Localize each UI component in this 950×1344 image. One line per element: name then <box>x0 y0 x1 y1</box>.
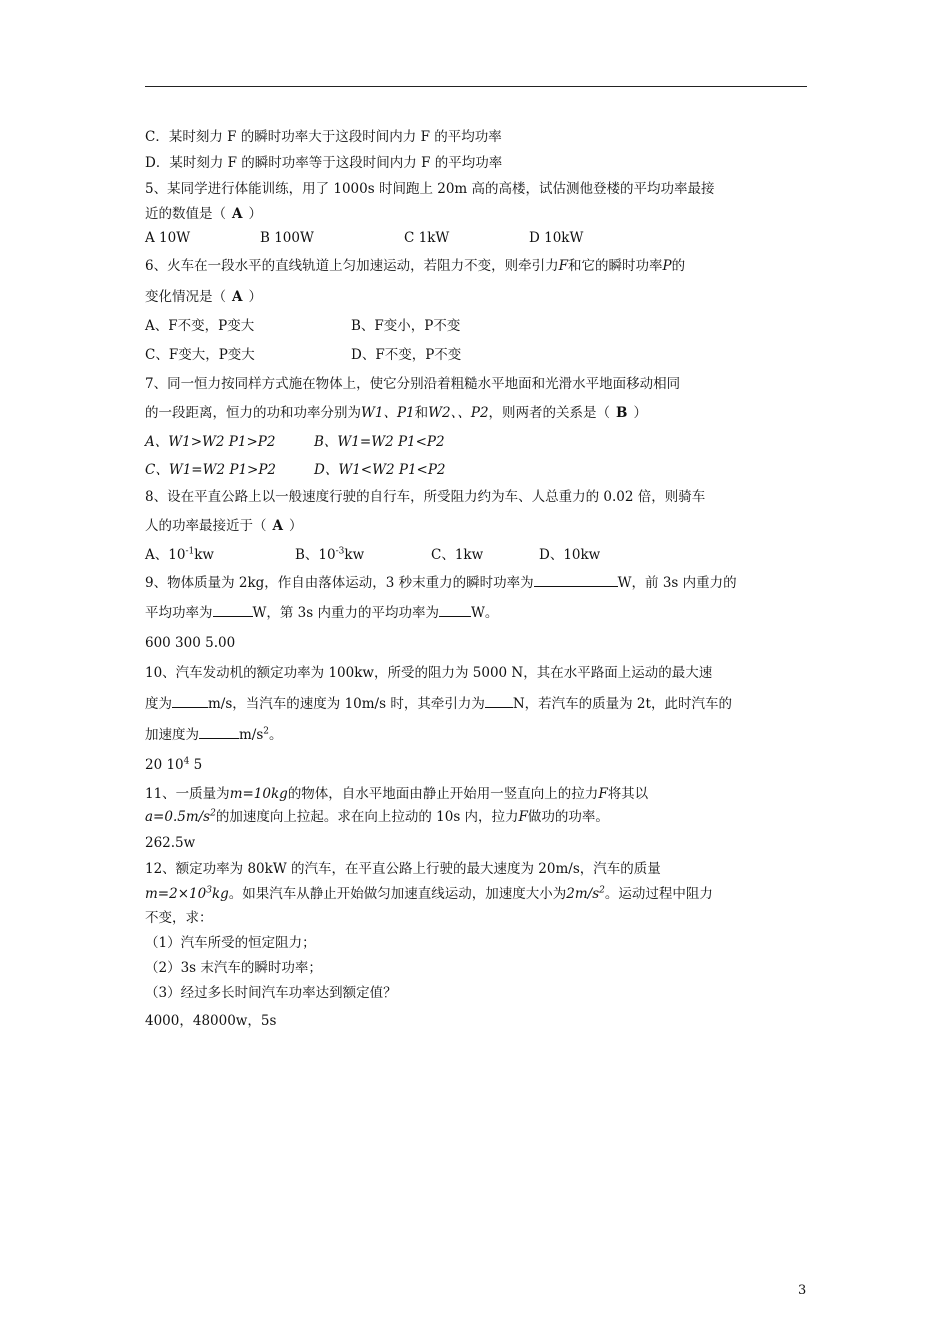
q8-stem-line1: 8、设在平直公路上以一般速度行驶的自行车，所受阻力约为车、人总重力的 0.02 倍，则骑车 <box>145 489 706 505</box>
q8-option-c: C、1kw <box>431 547 484 563</box>
q12-stem-line2: $m=2\times 10^3kg$。如果汽车从静止开始做匀加速直线运动，加速度大小为$2m/s^2$。运动过程中阻力 <box>145 885 713 902</box>
q10-answer: 20 $10^4$ 5 <box>145 756 203 773</box>
q5-stem-line1: 5、某同学进行体能训练，用了 1000s 时间跑上 20m 高的高楼，试估测他登楼的平均功率最接 <box>145 181 715 197</box>
q5-answer: A <box>232 206 243 222</box>
q8-answer: A <box>272 518 283 534</box>
q9-blank-1 <box>534 574 618 587</box>
q12-answer: 4000，48000w，5s <box>145 1013 277 1029</box>
q12-stem-line1: 12、额定功率为 80kW 的汽车，在平直公路上行驶的最大速度为 20m/s，汽车的质量 <box>145 861 661 877</box>
q10-blank-1 <box>172 695 208 708</box>
q4-option-d: D．某时刻力 F 的瞬时功率等于这段时间内力 F 的平均功率 <box>145 155 503 171</box>
q6-stem-line2: 变化情况是（ A ） <box>145 289 262 305</box>
q7-stem-line1: 7、同一恒力按同样方式施在物体上，使它分别沿着粗糙水平地面和光滑水平地面移动相同 <box>145 376 681 392</box>
q6-option-b: B、F变小，P不变 <box>351 318 461 334</box>
q9-stem-line1: 9、物体质量为 2kg，作自由落体运动，3 秒末重力的瞬时功率为 W，前 3s 内重力的 <box>145 575 737 591</box>
q6-stem-line1: 6、火车在一段水平的直线轨道上匀加速运动，若阻力不变，则牵引力F和它的瞬时功率P的 <box>145 258 686 274</box>
q6-option-c: C、F变大，P变大 <box>145 347 255 363</box>
q8-option-a: A、$10^{-1}kw$ <box>145 546 214 563</box>
q9-blank-3 <box>439 604 471 617</box>
q8-option-b: B、$10^{-3}kw$ <box>295 546 365 563</box>
q10-stem-line3: 加速度为 $m/s^2$。 <box>145 726 283 743</box>
q7-answer: B <box>616 405 628 421</box>
q10-stem-line1: 10、汽车发动机的额定功率为 100kw，所受的阻力为 5000 N，其在水平路面上运动的最大速 <box>145 665 713 681</box>
q6-answer: A <box>232 289 243 305</box>
q7-option-d: D、W1<W2 P1<P2 <box>314 462 446 478</box>
q7-stem-line2: 的一段距离，恒力的功和功率分别为W1、P1和W2、、P2，则两者的关系是（ B ） <box>145 405 647 421</box>
q12-subquestion-3: （3）经过多长时间汽车功率达到额定值？ <box>145 985 397 1001</box>
q6-option-a: A、F不变，P变大 <box>145 318 255 334</box>
q5-option-c: C 1kW <box>404 230 450 246</box>
q11-stem-line1: 11、一质量为m=10kg的物体，自水平地面由静止开始用一竖直向上的拉力F将其以 <box>145 786 649 802</box>
q11-answer: 262.5w <box>145 835 196 851</box>
header-rule <box>145 86 807 87</box>
q4-option-c: C．某时刻力 F 的瞬时功率大于这段时间内力 F 的平均功率 <box>145 129 502 145</box>
q7-option-a: A、W1>W2 P1>P2 <box>145 434 276 450</box>
q10-stem-line2: 度为 m/s，当汽车的速度为 10m/s 时，其牵引力为 N，若汽车的质量为 2t，此时汽车的 <box>145 696 732 712</box>
q9-answer: 600 300 5.00 <box>145 635 236 651</box>
q12-subquestion-2: （2）3s 末汽车的瞬时功率； <box>145 960 322 976</box>
q11-stem-line2: $a=0.5m/s^2$的加速度向上拉起。求在向上拉动的 10s 内，拉力F做功的功率。 <box>145 808 609 825</box>
q6-option-d: D、F不变，P不变 <box>351 347 462 363</box>
q9-blank-2 <box>213 604 253 617</box>
q10-blank-2 <box>485 695 513 708</box>
q12-subquestion-1: （1）汽车所受的恒定阻力； <box>145 935 316 951</box>
q5-option-a: A 10W <box>145 230 191 246</box>
q8-option-d: D、10kw <box>539 547 601 563</box>
q5-option-d: D 10kW <box>529 230 584 246</box>
q9-stem-line2: 平均功率为 W，第 3s 内重力的平均功率为 W。 <box>145 605 499 621</box>
q8-stem-line2: 人的功率最接近于（ A ） <box>145 518 303 534</box>
q7-option-c: C、W1=W2 P1>P2 <box>145 462 277 478</box>
q7-option-b: B、W1=W2 P1<P2 <box>314 434 445 450</box>
page-number: 3 <box>798 1283 807 1298</box>
q10-blank-3 <box>199 726 239 739</box>
q12-stem-line3: 不变，求： <box>145 910 213 926</box>
q5-stem-line2: 近的数值是（ A ） <box>145 206 262 222</box>
q5-option-b: B 100W <box>260 230 314 246</box>
